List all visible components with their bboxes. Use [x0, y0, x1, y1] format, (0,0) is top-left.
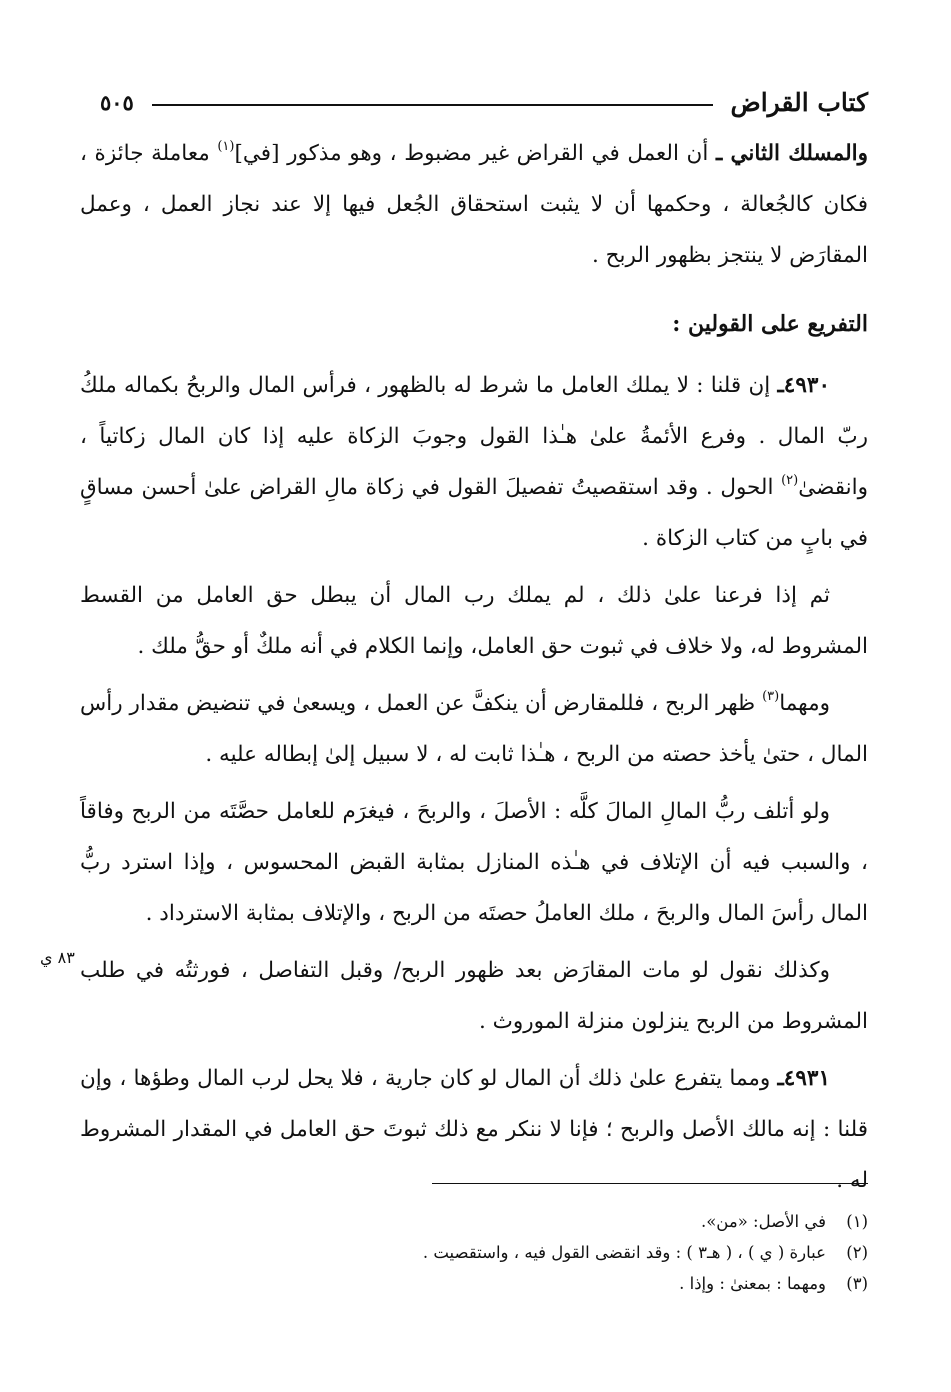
paragraph-whenever-text-a: ومهما [779, 691, 830, 716]
paragraph-4930 [80, 360, 868, 564]
footnote-text: ومهما : بمعنىٰ : وإذا . [679, 1274, 826, 1293]
paragraph-4930-text-a: إن قلنا : لا يملك العامل ما شرط له بالظهور ، فرأس المال والربحُ بكماله ملكُ ربّ المال . وفرع الأئمةُ علىٰ هـٰذا القول وجوبَ الزكاة عليه إذا كان المال زكاتياً ، وانقضىٰ [80, 373, 868, 500]
footnote-number: (٢) [846, 1243, 868, 1262]
footnote-item [200, 1206, 868, 1237]
header-rule [152, 104, 713, 106]
paragraph-likewise: وكذلك نقول لو مات المقارَض بعد ظهور الربح/ وقبل التفاصل ، فورثتُه في طلب المشروط من الربح ينزلون منزلة الموروث . [80, 958, 868, 1034]
footnote-separator [432, 1183, 868, 1184]
paragraph-destroy: ولو أتلف ربُّ المالِ المالَ كلَّه : الأصلَ ، والربحَ ، فيغرَم للعامل حصَّتَه من الربح وفاقاً ، والسبب فيه أن الإتلاف في هـٰذه المنازل بمثابة القبض المحسوس ، وإذا استرد ربُّ المال رأسَ المال والربحَ ، ملك العاملُ حصتَه من الربح ، والإتلاف بمثابة الاسترداد . [80, 799, 868, 926]
section-heading: التفريع على القولين : [672, 311, 868, 337]
footnote-item [200, 1268, 868, 1299]
footnote-number: (٣) [846, 1274, 868, 1293]
intro-text-a: أن العمل في القراض غير مضبوط ، وهو مذكور [في] [234, 141, 716, 166]
footnote-text: في الأصل: «من». [700, 1212, 826, 1231]
intro-text-b: معاملة جائزة ، فكان كالجُعالة ، وحكمها أن لا يثبت استحقاق الجُعل فيها إلا عند نجاز العمل ، وعمل المقارَض لا ينتجز بظهور الربح . [80, 141, 868, 268]
footnote-ref-1: (١) [217, 139, 235, 154]
book-title: كتاب القراض [730, 87, 868, 117]
main-text [80, 128, 868, 1212]
footnote-ref-2: (٢) [781, 473, 799, 488]
intro-paragraph [80, 128, 868, 281]
footnotes [200, 1206, 868, 1299]
paragraph-number-4931: ٤٩٣١ـ [777, 1066, 830, 1091]
paragraph-whenever [80, 678, 868, 780]
footnote-number: (١) [846, 1212, 868, 1231]
paragraph-number-4930: ٤٩٣٠ـ [777, 373, 830, 398]
paragraph-whenever-text-b: ظهر الربح ، فللمقارض أن ينكفَّ عن العمل ، ويسعىٰ في تنضيض مقدار رأس المال ، حتىٰ يأخذ حصته من الربح ، هـٰذا ثابت له ، لا سبيل إلىٰ إبطاله عليه . [80, 691, 868, 767]
paragraph-4931-text: ومما يتفرع علىٰ ذلك أن المال لو كان جارية ، فلا يحل لرب المال وطؤها ، وإن قلنا : إنه مالك الأصل والربح ؛ فإنا لا ننكر مع ذلك ثبوتَ حق العامل في المقدار المشروط له . [80, 1066, 868, 1193]
running-header [100, 82, 868, 122]
paragraph-4930-text-b: الحول . وقد استقصيتُ تفصيلَ القول في زكاة مالِ القراض علىٰ أحسن مساقٍ في بابٍ من كتاب الزكاة . [80, 475, 868, 551]
footnote-ref-3: (٣) [762, 689, 780, 704]
manuscript-margin-note: ٨٣ ي [40, 948, 75, 967]
footnote-text: عبارة ( ي ) ، ( هـ٣ ) : وقد انقضى القول فيه ، واستقصيت . [422, 1243, 826, 1262]
footnote-item [200, 1237, 868, 1268]
paragraph-then: ثم إذا فرعنا علىٰ ذلك ، لم يملك رب المال أن يبطل حق العامل من القسط المشروط له، ولا خلاف في ثبوت حق العامل، وإنما الكلام في أنه ملكٌ أو حقُّ ملك . [80, 583, 868, 659]
intro-lead: والمسلك الثاني ـ [715, 141, 868, 166]
page-number: ٥٠٥ [100, 89, 134, 115]
